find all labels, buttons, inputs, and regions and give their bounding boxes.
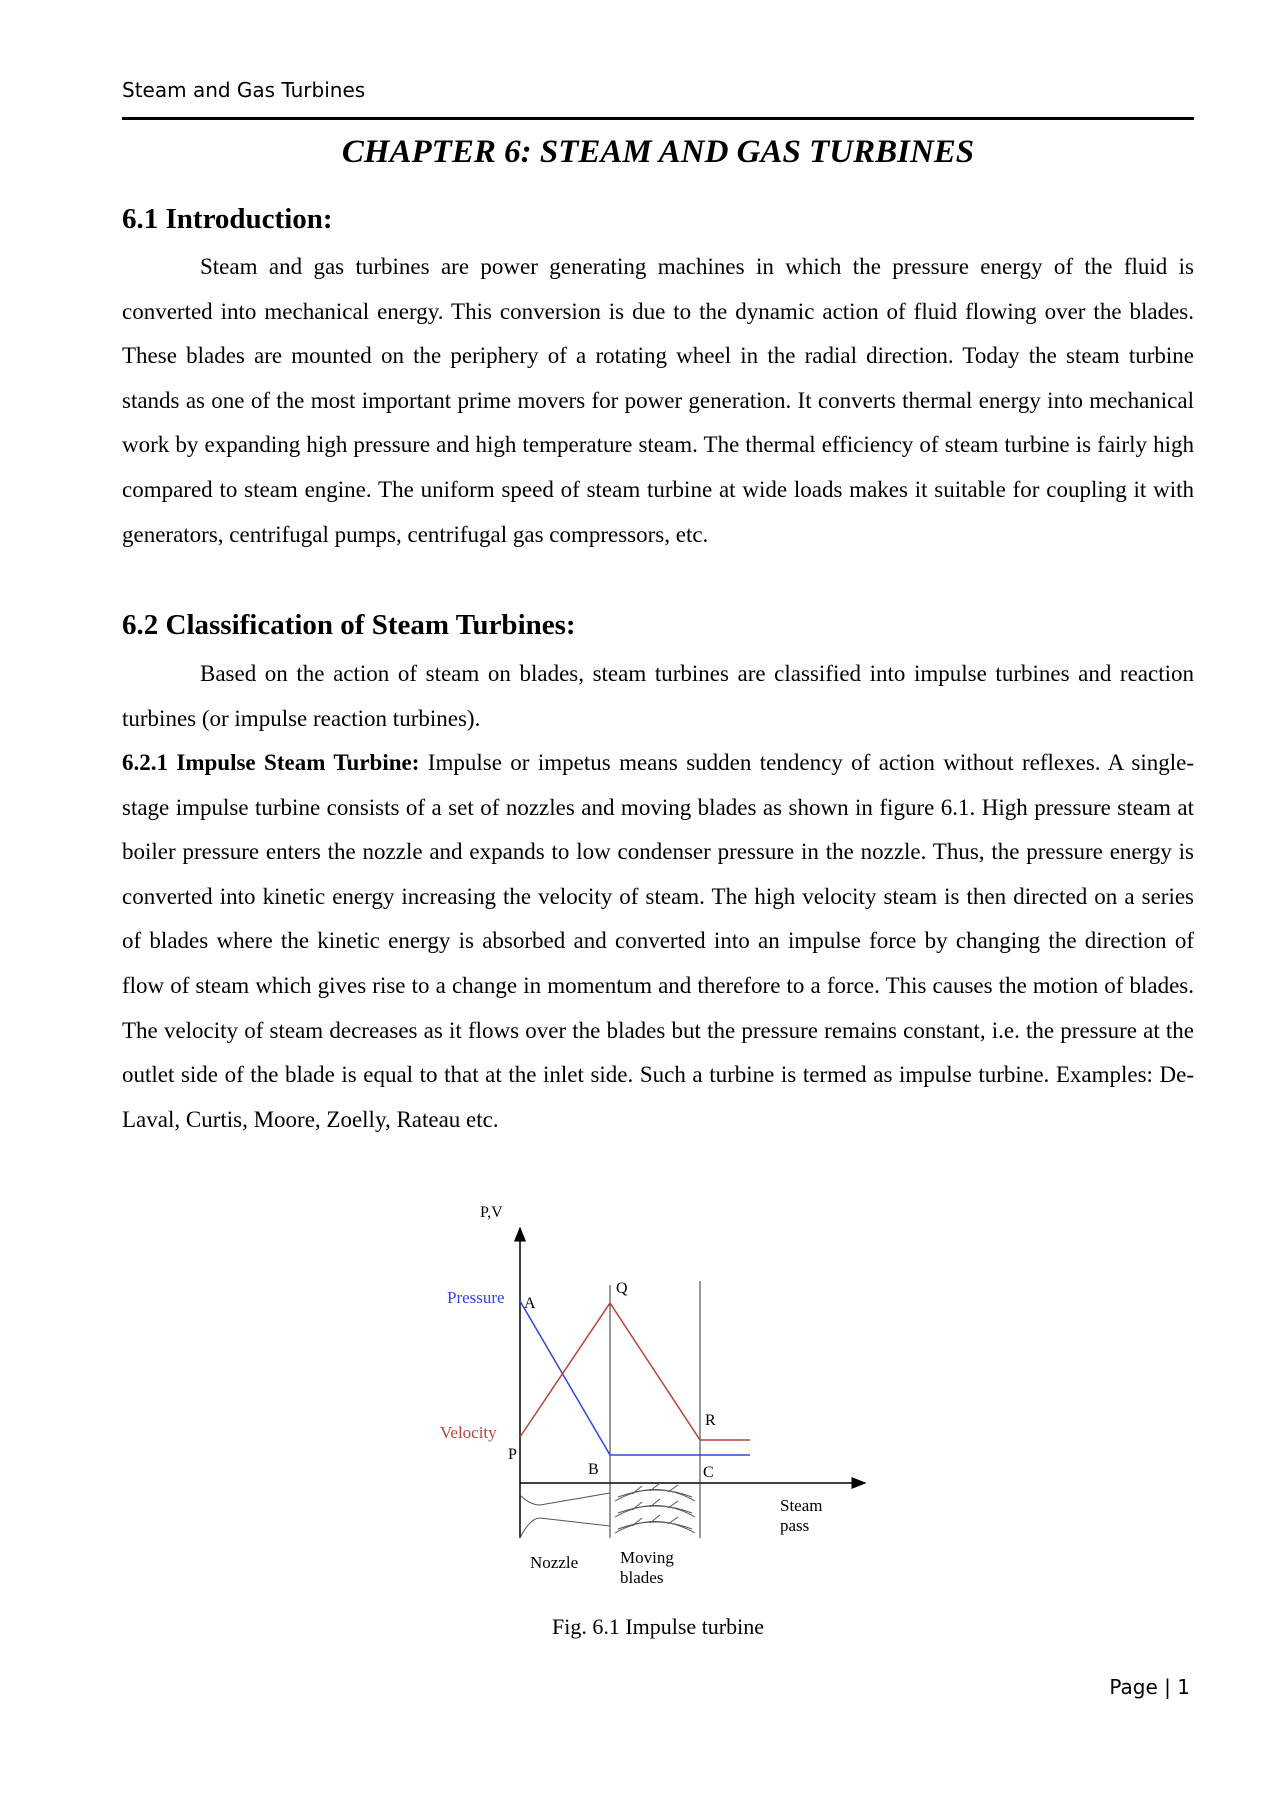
nozzle-label: Nozzle bbox=[530, 1553, 579, 1572]
point-p-label: P bbox=[508, 1446, 517, 1463]
section-heading-classification: 6.2 Classification of Steam Turbines: bbox=[122, 609, 576, 641]
point-q-label: Q bbox=[616, 1280, 628, 1297]
moving-blades-label-line1: Moving bbox=[620, 1548, 674, 1567]
classification-paragraph: Based on the action of steam on blades, steam turbines are classified into impulse turbines and reaction turbines (or impulse reaction turbines). bbox=[122, 661, 1194, 731]
section-heading-introduction: 6.1 Introduction: bbox=[122, 203, 333, 235]
x-axis-label-line2: pass bbox=[780, 1516, 810, 1535]
page-number: Page | 1 bbox=[1109, 1675, 1190, 1699]
moving-blades-label-line2: blades bbox=[620, 1568, 664, 1587]
nozzle-upper-wall bbox=[520, 1493, 610, 1505]
impulse-turbine-heading: 6.2.1 Impulse Steam Turbine: bbox=[122, 750, 420, 775]
running-header: Steam and Gas Turbines bbox=[122, 78, 366, 102]
header-divider bbox=[122, 117, 1194, 120]
nozzle-lower-wall bbox=[520, 1518, 610, 1538]
y-axis-label: P,V bbox=[480, 1204, 503, 1221]
impulse-turbine-paragraph bbox=[122, 741, 1194, 1142]
point-r-label: R bbox=[705, 1412, 716, 1429]
introduction-paragraph: Steam and gas turbines are power generating machines in which the pressure energy of the fluid is converted into mechanical energy. This conversion is due to the dynamic action of fluid flowing over the blades. These blades are mounted on the periphery of a rotating wheel in the radial direction. Today the steam turbine stands as one of the most important prime movers for power generation. It converts thermal energy into mechanical work by expanding high pressure and high temperature steam. The thermal efficiency of steam turbine is fairly high compared to steam engine. The uniform speed of steam turbine at wide loads makes it suitable for coupling it with generators, centrifugal pumps, centrifugal gas compressors, etc. bbox=[122, 254, 1194, 547]
point-c-label: C bbox=[703, 1464, 714, 1481]
figure-caption: Fig. 6.1 Impulse turbine bbox=[551, 1614, 765, 1639]
point-a-label: A bbox=[524, 1295, 536, 1312]
impulse-turbine-diagram bbox=[420, 1193, 880, 1613]
velocity-label: Velocity bbox=[440, 1423, 497, 1442]
x-axis-label-line1: Steam bbox=[780, 1496, 823, 1515]
chapter-title: CHAPTER 6: STEAM AND GAS TURBINES bbox=[341, 134, 975, 170]
moving-blades-sketch bbox=[615, 1483, 695, 1533]
point-b-label: B bbox=[588, 1461, 599, 1478]
pressure-label: Pressure bbox=[447, 1288, 505, 1307]
impulse-turbine-figure bbox=[420, 1193, 880, 1613]
impulse-turbine-text: Impulse or impetus means sudden tendency of action without reflexes. A single-stage impulse turbine consists of a set of nozzles and moving blades as shown in figure 6.1. High pressure steam at boiler pressure enters the nozzle and expands to low condenser pressure in the nozzle. Thus, the pressure energy is converted into kinetic energy increasing the velocity of steam. The high velocity steam is then directed on a series of blades where the kinetic energy is absorbed and converted into an impulse force by changing the direction of flow of steam which gives rise to a change in momentum and therefore to a force. This causes the motion of blades. The velocity of steam decreases as it flows over the blades but the pressure remains constant, i.e. the pressure at the outlet side of the blade is equal to that at the inlet side. Such a turbine is termed as impulse turbine. Examples: De-Laval, Curtis, Moore, Zoelly, Rateau etc. bbox=[122, 750, 1194, 1132]
pressure-line bbox=[520, 1301, 750, 1455]
